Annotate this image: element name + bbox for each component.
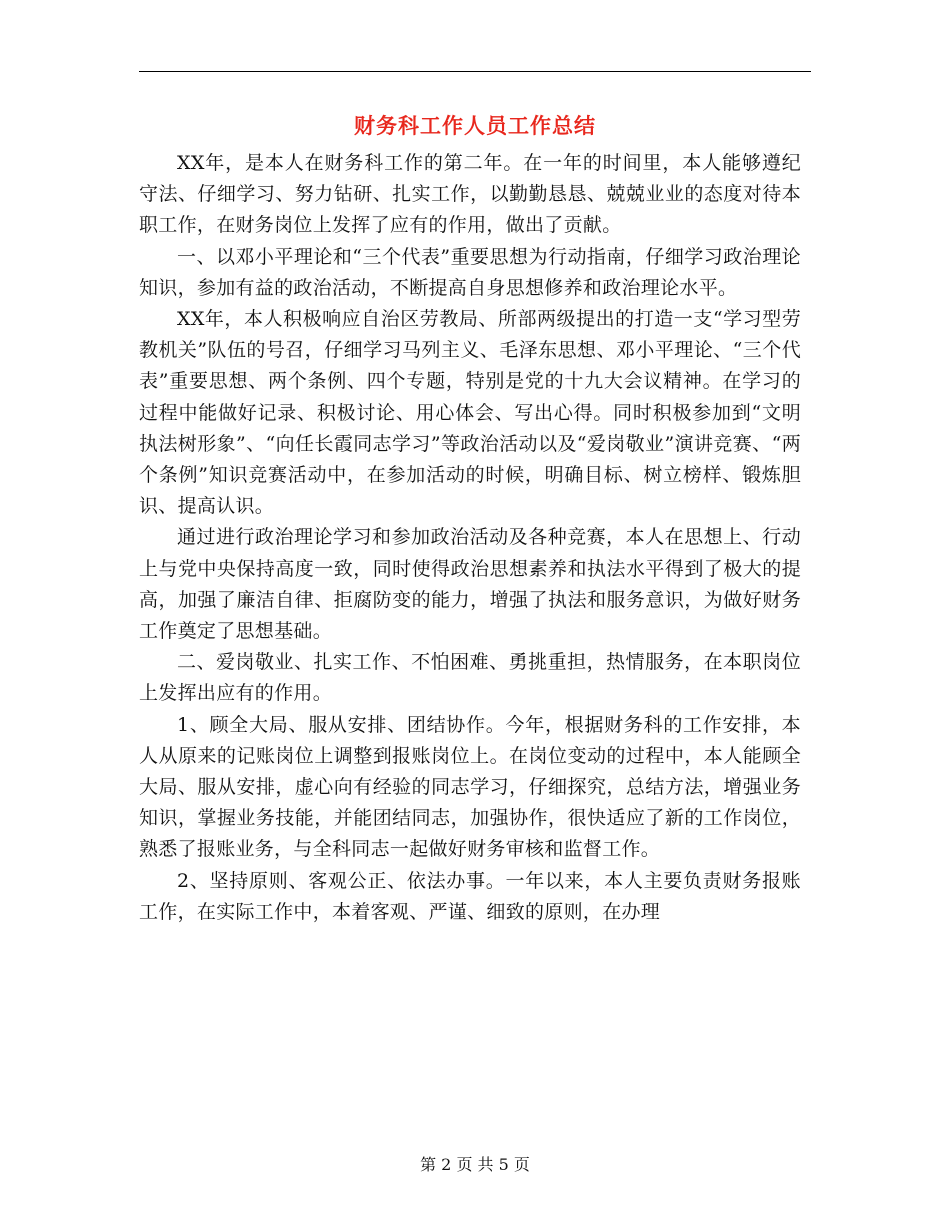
paragraph: 一、以邓小平理论和“三个代表”重要思想为行动指南，仔细学习政治理论知识，参加有益的政治活动，不断提高自身思想修养和政治理论水平。 <box>139 245 801 299</box>
paragraph: 2、坚持原则、客观公正、依法办事。一年以来，本人主要负责财务报账工作，在实际工作中，本着客观、严谨、细致的原则，在办理 <box>139 869 801 923</box>
paragraph: XX年，本人积极响应自治区劳教局、所部两级提出的打造一支“学习型劳教机关”队伍的号召，仔细学习马列主义、毛泽东思想、邓小平理论、“三个代表”重要思想、两个条例、四个专题，特别是党的十九大会议精神。在学习的过程中能做好记录、积极讨论、用心体会、写出心得。同时积极参加到“文明执法树形象”、“向任长霞同志学习”等政治活动以及“爱岗敬业”演讲竞赛、“两个条例”知识竞赛活动中，在参加活动的时候，明确目标、树立榜样、锻炼胆识、提高认识。 <box>139 308 801 518</box>
paragraph: 二、爱岗敬业、扎实工作、不怕困难、勇挑重担，热情服务，在本职岗位上发挥出应有的作用。 <box>139 651 801 705</box>
footer-suffix: 页 <box>513 1155 530 1174</box>
paragraph: XX年，是本人在财务科工作的第二年。在一年的时间里，本人能够遵纪守法、仔细学习、努力钻研、扎实工作，以勤勤恳恳、兢兢业业的态度对待本职工作，在财务岗位上发挥了应有的作用，做出了贡献。 <box>139 152 801 237</box>
header-rule <box>139 71 811 72</box>
paragraph: 通过进行政治理论学习和参加政治活动及各种竞赛，本人在思想上、行动上与党中央保持高度一致，同时使得政治思想素养和执法水平得到了极大的提高，加强了廉洁自律、拒腐防变的能力，增强了执法和服务意识，为做好财务工作奠定了思想基础。 <box>139 526 801 643</box>
footer-prefix: 第 <box>420 1155 437 1174</box>
footer-current-page: 2 <box>441 1155 452 1174</box>
footer-middle: 页 共 <box>456 1155 494 1174</box>
footer-total-pages: 5 <box>498 1155 509 1174</box>
page-footer <box>139 1153 811 1177</box>
paragraph: 1、顾全大局、服从安排、团结协作。今年，根据财务科的工作安排，本人从原来的记账岗位上调整到报账岗位上。在岗位变动的过程中，本人能顾全大局、服从安排，虚心向有经验的同志学习，仔细探究，总结方法，增强业务知识，掌握业务技能，并能团结同志，加强协作，很快适应了新的工作岗位，熟悉了报账业务，与全科同志一起做好财务审核和监督工作。 <box>139 713 801 861</box>
document-title: 财务科工作人员工作总结 <box>354 113 596 138</box>
document-body <box>139 148 801 928</box>
